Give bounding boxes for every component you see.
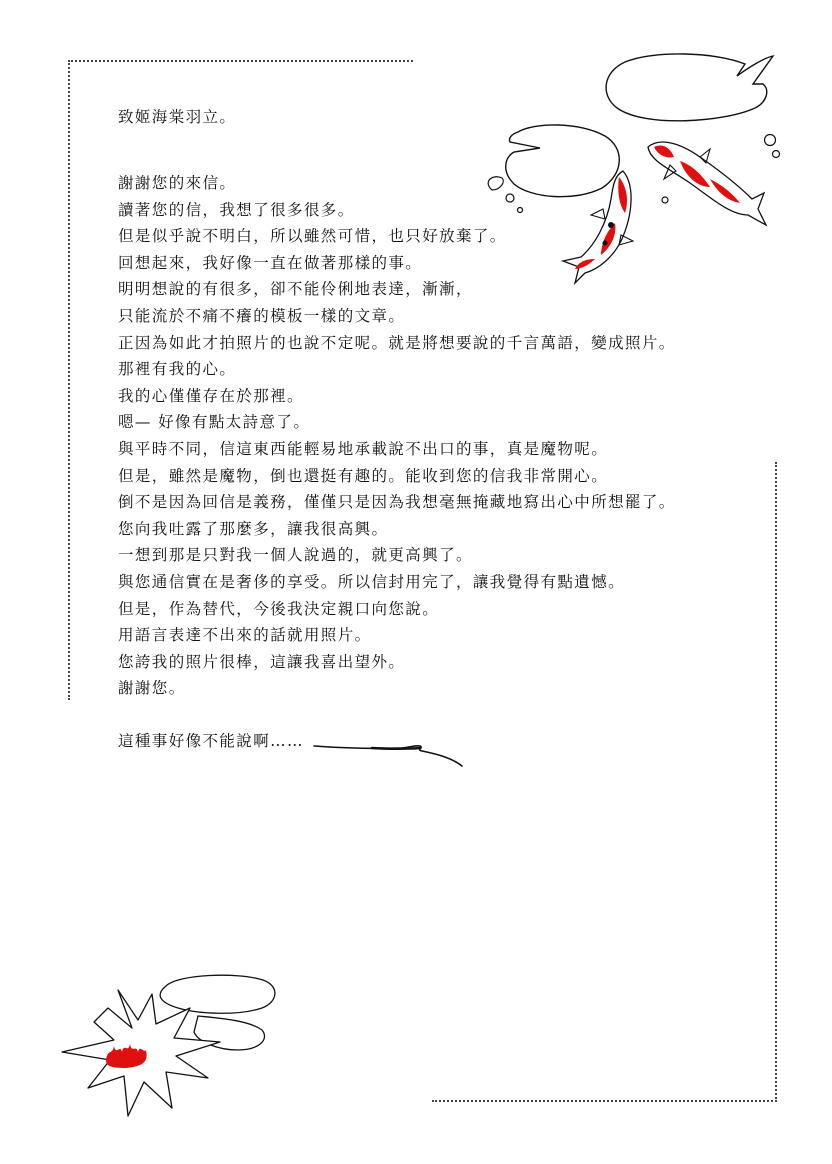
letter-line: 與您通信實在是奢侈的享受。所以信封用完了，讓我覺得有點遺憾。 xyxy=(118,572,626,591)
letter-line: 謝謝您。 xyxy=(118,679,186,698)
letter-line: 一想到那是只對我一個人說過的，就更高興了。 xyxy=(118,546,473,565)
letter-line: 明明想說的有很多，卻不能伶俐地表達，漸漸， xyxy=(118,280,473,299)
dotted-border-left xyxy=(68,60,70,700)
letter-line: 那裡有我的心。 xyxy=(118,360,237,379)
letter-line: 我的心僅僅存在於那裡。 xyxy=(118,386,304,405)
dotted-border-top xyxy=(68,60,413,62)
letter-line: 只能流於不痛不癢的模板一樣的文章。 xyxy=(118,306,406,325)
dotted-border-bottom xyxy=(432,1100,777,1102)
letter-closing: 這種事好像不能說啊…… xyxy=(118,732,304,750)
letter-line: 但是，作為替代，今後我決定親口向您說。 xyxy=(118,599,440,618)
letter-line: 用語言表達不出來的話就用照片。 xyxy=(118,626,372,645)
letter-line: 嗯— 好像有點太詩意了。 xyxy=(118,413,311,432)
letter-greeting: 致姬海棠羽立。 xyxy=(118,108,237,126)
letter-body xyxy=(118,104,768,702)
letter-line: 倒不是因為回信是義務，僅僅只是因為我想毫無掩藏地寫出心中所想罷了。 xyxy=(118,493,676,512)
letter-lines xyxy=(118,170,768,702)
pen-stroke-icon xyxy=(312,736,467,772)
letter-line: 您誇我的照片很棒，這讓我喜出望外。 xyxy=(118,652,406,671)
letter-line: 讀著您的信，我想了很多很多。 xyxy=(118,200,355,219)
letter-line: 但是似乎說不明白，所以雖然可惜，也只好放棄了。 xyxy=(118,227,507,246)
dotted-border-right xyxy=(775,462,777,1102)
letter-line: 但是，雖然是魔物，倒也還挺有趣的。能收到您的信我非常開心。 xyxy=(118,466,609,485)
letter-line: 您向我吐露了那麼多，讓我很高興。 xyxy=(118,519,389,538)
letter-line: 正因為如此才拍照片的也說不定呢。就是將想要說的千言萬語，變成照片。 xyxy=(118,333,676,352)
letter-line: 與平時不同，信這東西能輕易地承載說不出口的事，真是魔物呢。 xyxy=(118,439,609,458)
water-lily-icon xyxy=(48,968,288,1128)
letter-line: 謝謝您的來信。 xyxy=(118,174,237,192)
letter-line: 回想起來，我好像一直在做著那樣的事。 xyxy=(118,253,423,272)
